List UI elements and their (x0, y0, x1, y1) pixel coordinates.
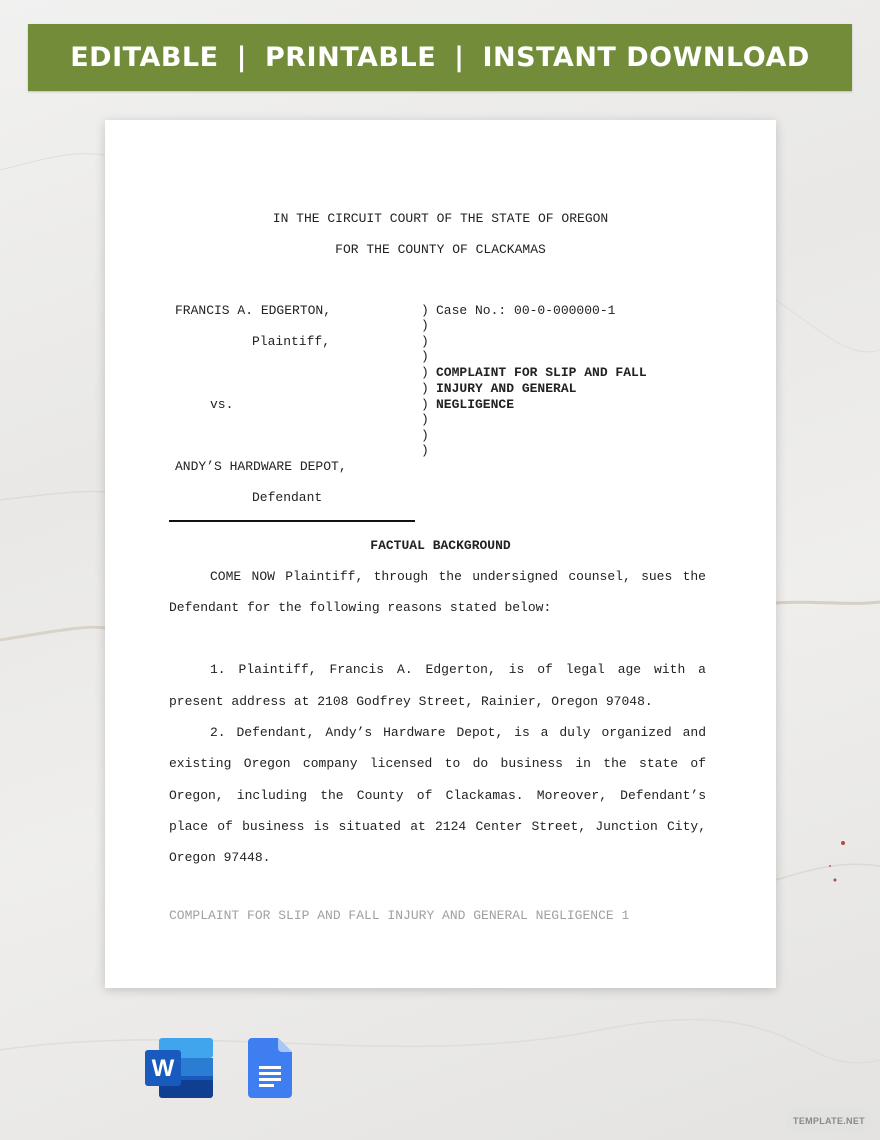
caption-paren: ) (421, 381, 429, 396)
banner-printable: PRINTABLE (264, 42, 437, 73)
plaintiff-role: Plaintiff, (252, 334, 331, 349)
banner-separator: | (236, 42, 247, 73)
caption-paren: ) (421, 412, 429, 427)
banner-separator: | (454, 42, 465, 73)
caption-paren: ) (421, 303, 429, 318)
caption-paren: ) (421, 349, 429, 364)
google-docs-icon (248, 1038, 292, 1098)
item-2-line-2: existing Oregon company licensed to do business in the state of (169, 756, 706, 771)
defendant-role: Defendant (252, 490, 323, 505)
caption-paren: ) (421, 334, 429, 349)
complaint-title-line-1: COMPLAINT FOR SLIP AND FALL (436, 365, 647, 380)
caption-paren: ) (421, 365, 429, 380)
section-heading: FACTUAL BACKGROUND (370, 538, 511, 553)
complaint-title-line-2: INJURY AND GENERAL (436, 381, 577, 396)
caption-paren: ) (421, 397, 429, 412)
document-page (105, 120, 776, 988)
banner-editable: EDITABLE (70, 42, 219, 73)
item-2-line-3: Oregon, including the County of Clackamas. Moreover, Defendant’s (169, 788, 706, 803)
court-line-2: FOR THE COUNTY OF CLACKAMAS (335, 242, 546, 257)
banner-instant-download: INSTANT DOWNLOAD (482, 42, 810, 73)
item-1-line-2: present address at 2108 Godfrey Street, Rainier, Oregon 97048. (169, 694, 653, 709)
caption-paren: ) (421, 443, 429, 458)
court-line-1: IN THE CIRCUIT COURT OF THE STATE OF OREGON (272, 211, 609, 226)
versus-label: vs. (210, 397, 234, 412)
caption-paren: ) (421, 318, 429, 333)
intro-line-2: Defendant for the following reasons stated below: (169, 600, 552, 615)
defendant-name: ANDY’S HARDWARE DEPOT, (175, 459, 347, 474)
template-net-watermark: TEMPLATE.NET (786, 1109, 872, 1133)
item-2-line-1: 2. Defendant, Andy’s Hardware Depot, is a duly organized and (210, 725, 706, 740)
plaintiff-name: FRANCIS A. EDGERTON, (175, 303, 332, 318)
page-footer: COMPLAINT FOR SLIP AND FALL INJURY AND GENERAL NEGLIGENCE 1 (169, 908, 630, 923)
caption-paren: ) (421, 428, 429, 443)
word-icon (145, 1038, 213, 1098)
caption-divider (169, 520, 415, 522)
item-1-line-1: 1. Plaintiff, Francis A. Edgerton, is of legal age with a (210, 662, 706, 677)
complaint-title-line-3: NEGLIGENCE (436, 397, 515, 412)
intro-line-1: COME NOW Plaintiff, through the undersigned counsel, sues the (210, 569, 706, 584)
word-icon-letter: W (151, 1055, 175, 1082)
case-number: Case No.: 00-0-000000-1 (436, 303, 616, 318)
item-2-line-5: Oregon 97448. (169, 850, 271, 865)
promo-banner (28, 24, 852, 91)
item-2-line-4: place of business is situated at 2124 Center Street, Junction City, (169, 819, 706, 834)
